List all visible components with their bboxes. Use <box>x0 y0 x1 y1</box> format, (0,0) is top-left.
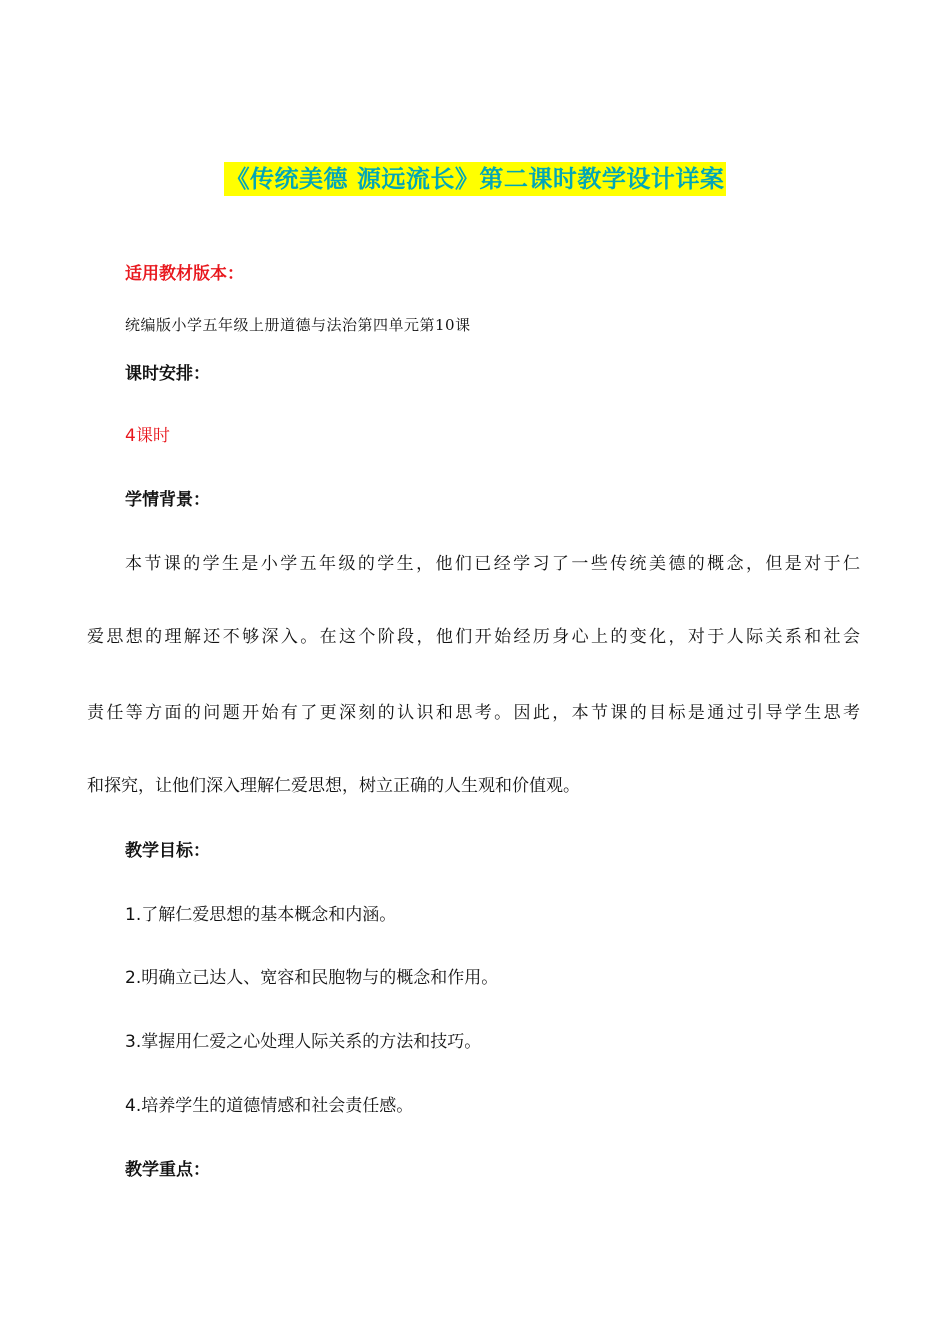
textbook-heading: 适用教材版本： <box>125 264 244 284</box>
background-line: 责任等方面的问题开始有了更深刻的认识和思考。因此，本节课的目标是通过引导学生思考 <box>87 703 860 723</box>
document-title: 《传统美德 源远流长》第二课时教学设计详案 <box>224 162 727 196</box>
objectives-heading: 教学目标： <box>125 841 210 861</box>
background-line: 和探究，让他们深入理解仁爱思想，树立正确的人生观和价值观。 <box>87 776 580 796</box>
textbook-value: 统编版小学五年级上册道德与法治第四单元第10课 <box>125 316 471 334</box>
objective-item: 3.掌握用仁爱之心处理人际关系的方法和技巧。 <box>125 1032 482 1052</box>
background-line: 本节课的学生是小学五年级的学生，他们已经学习了一些传统美德的概念，但是对于仁 <box>125 554 860 574</box>
background-heading: 学情背景： <box>125 490 210 510</box>
schedule-heading: 课时安排： <box>125 364 210 384</box>
key-points-heading: 教学重点： <box>125 1160 210 1180</box>
objective-item: 4.培养学生的道德情感和社会责任感。 <box>125 1096 414 1116</box>
objective-item: 2.明确立己达人、宽容和民胞物与的概念和作用。 <box>125 968 499 988</box>
objective-item: 1.了解仁爱思想的基本概念和内涵。 <box>125 905 397 925</box>
background-line: 爱思想的理解还不够深入。在这个阶段，他们开始经历身心上的变化，对于人际关系和社会 <box>87 627 860 647</box>
title-container <box>0 162 950 196</box>
schedule-value: 4课时 <box>125 426 170 446</box>
